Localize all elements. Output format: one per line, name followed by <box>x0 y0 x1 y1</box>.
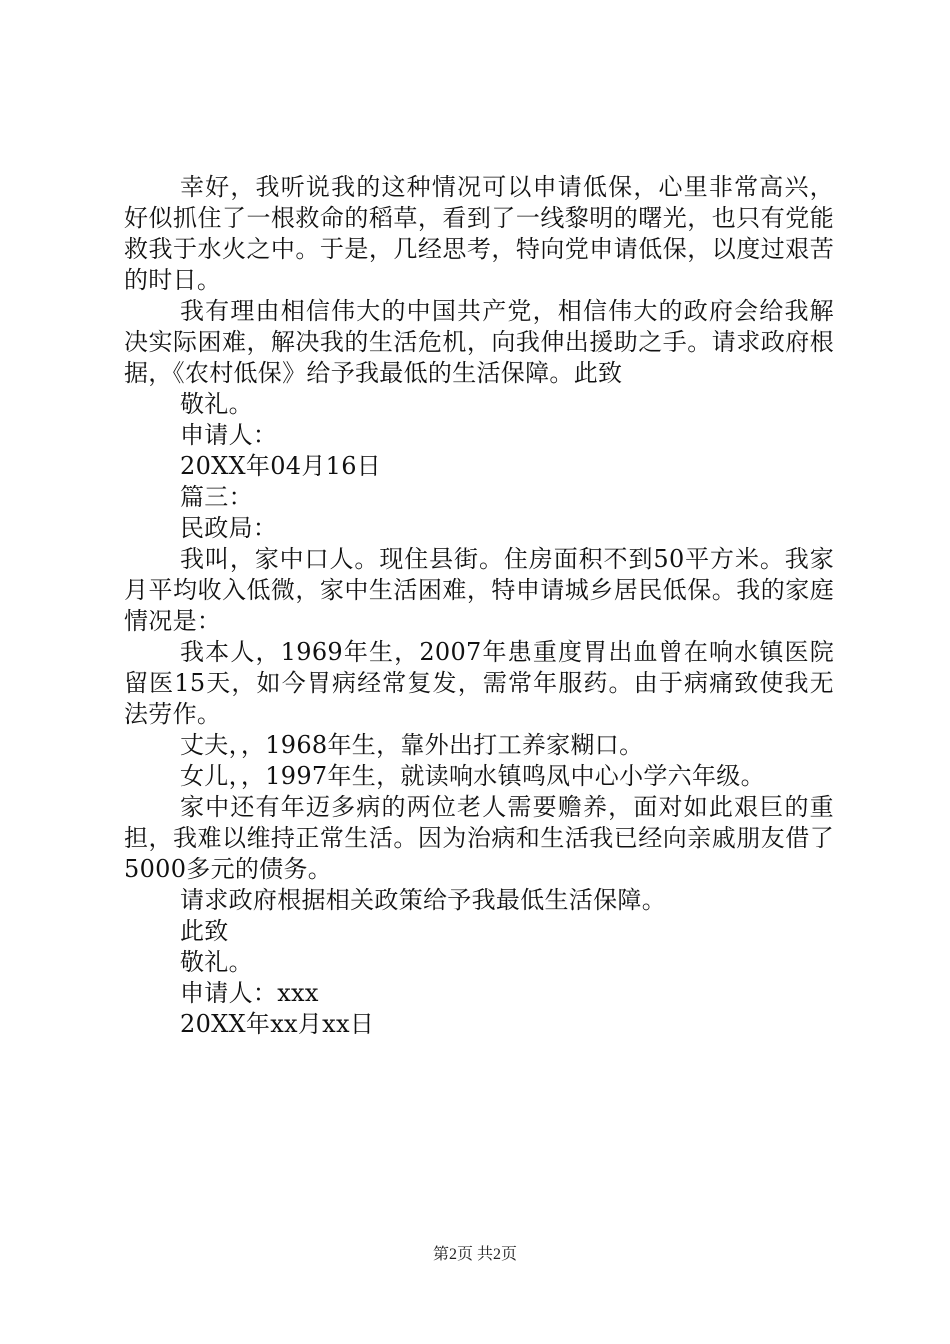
paragraph-daughter: 女儿，，1997年生，就读响水镇鸣凤中心小学六年级。 <box>180 762 765 790</box>
applicant-2: 申请人：xxx <box>180 979 319 1007</box>
salutation-2: 敬礼。 <box>180 948 253 976</box>
applicant-1: 申请人： <box>180 421 278 449</box>
date-2: 20XX年xx月xx日 <box>180 1010 375 1038</box>
ci-zhi: 此致 <box>180 917 229 945</box>
section-title: 篇三： <box>180 483 253 511</box>
date-1: 20XX年04月16日 <box>180 452 382 480</box>
paragraph-husband: 丈夫，，1968年生，靠外出打工养家糊口。 <box>180 731 644 759</box>
paragraph-elders: 家中还有年迈多病的两位老人需要赡养，面对如此艰巨的重担，我难以维持正常生活。因为治病和生活我已经向亲戚朋友借了5000多元的债务。 <box>124 793 834 883</box>
document-body <box>124 172 834 1040</box>
paragraph-intro: 我叫，家中口人。现住县街。住房面积不到50平方米。我家月平均收入低微，家中生活困难，特申请城乡居民低保。我的家庭情况是： <box>124 545 834 635</box>
paragraph-hope: 幸好，我听说我的这种情况可以申请低保，心里非常高兴，好似抓住了一根救命的稻草，看到了一线黎明的曙光，也只有党能救我于水火之中。于是，几经思考，特向党申请低保，以度过艰苦的时日。 <box>124 173 834 294</box>
paragraph-request: 请求政府根据相关政策给予我最低生活保障。 <box>180 886 666 914</box>
addressee: 民政局： <box>180 514 278 542</box>
page-footer: 第2页 共2页 <box>432 1246 517 1263</box>
paragraph-self: 我本人，1969年生，2007年患重度胃出血曾在响水镇医院留医15天，如今胃病经常复发，需常年服药。由于病痛致使我无法劳作。 <box>124 638 834 728</box>
salutation-1: 敬礼。 <box>180 390 253 418</box>
paragraph-trust: 我有理由相信伟大的中国共产党，相信伟大的政府会给我解决实际困难，解决我的生活危机，向我伸出援助之手。请求政府根据，《农村低保》给予我最低的生活保障。此致 <box>124 297 834 387</box>
